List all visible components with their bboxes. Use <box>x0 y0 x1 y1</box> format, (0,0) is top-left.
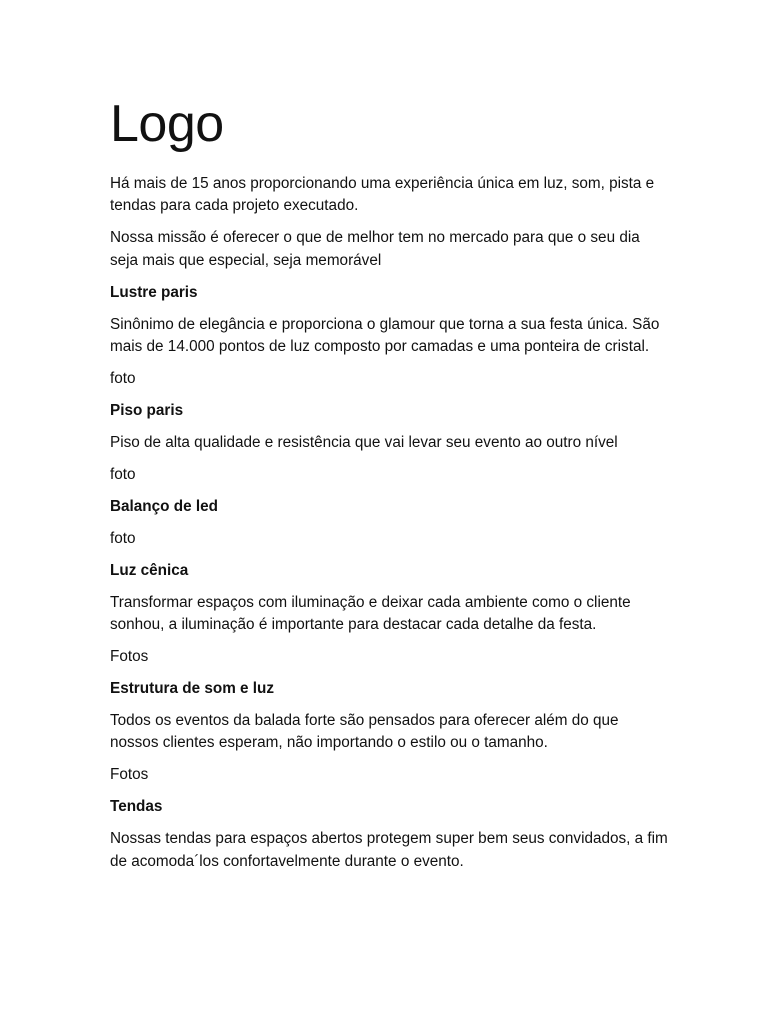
intro-paragraph: Há mais de 15 anos proporcionando uma experiência única em luz, som, pista e tendas para cada projeto executado. <box>110 175 655 215</box>
section-heading-luz: Luz cênica <box>110 561 189 579</box>
document-body <box>110 173 670 883</box>
section-text-lustre: Sinônimo de elegância e proporciona o glamour que torna a sua festa única. São mais de 14.000 pontos de luz composto por camadas e uma ponteira de cristal. <box>110 315 660 355</box>
logo-placeholder: Logo <box>110 95 224 153</box>
photo-placeholder-balanco: foto <box>110 529 136 547</box>
section-text-tendas: Nossas tendas para espaços abertos protegem super bem seus convidados, a fim de acomoda´los confortavelmente durante o evento. <box>110 830 668 870</box>
mission-paragraph: Nossa missão é oferecer o que de melhor tem no mercado para que o seu dia seja mais que especial, seja memorável <box>110 229 640 269</box>
section-heading-balanco: Balanço de led <box>110 497 218 515</box>
section-heading-estrutura: Estrutura de som e luz <box>110 679 275 697</box>
section-heading-piso: Piso paris <box>110 401 184 419</box>
section-text-estrutura: Todos os eventos da balada forte são pensados para oferecer além do que nossos clientes esperam, não importando o estilo ou o tamanho. <box>110 711 619 752</box>
photo-placeholder-lustre: foto <box>110 369 136 387</box>
section-heading-lustre: Lustre paris <box>110 283 198 301</box>
section-text-piso: Piso de alta qualidade e resistência que vai levar seu evento ao outro nível <box>110 433 618 451</box>
section-text-luz: Transformar espaços com iluminação e deixar cada ambiente como o cliente sonhou, a iluminação é importante para destacar cada detalhe da festa. <box>110 593 631 634</box>
photo-placeholder-estrutura: Fotos <box>110 766 149 784</box>
photo-placeholder-luz: Fotos <box>110 648 149 665</box>
photo-placeholder-piso: foto <box>110 465 136 483</box>
section-heading-tendas: Tendas <box>110 798 163 816</box>
